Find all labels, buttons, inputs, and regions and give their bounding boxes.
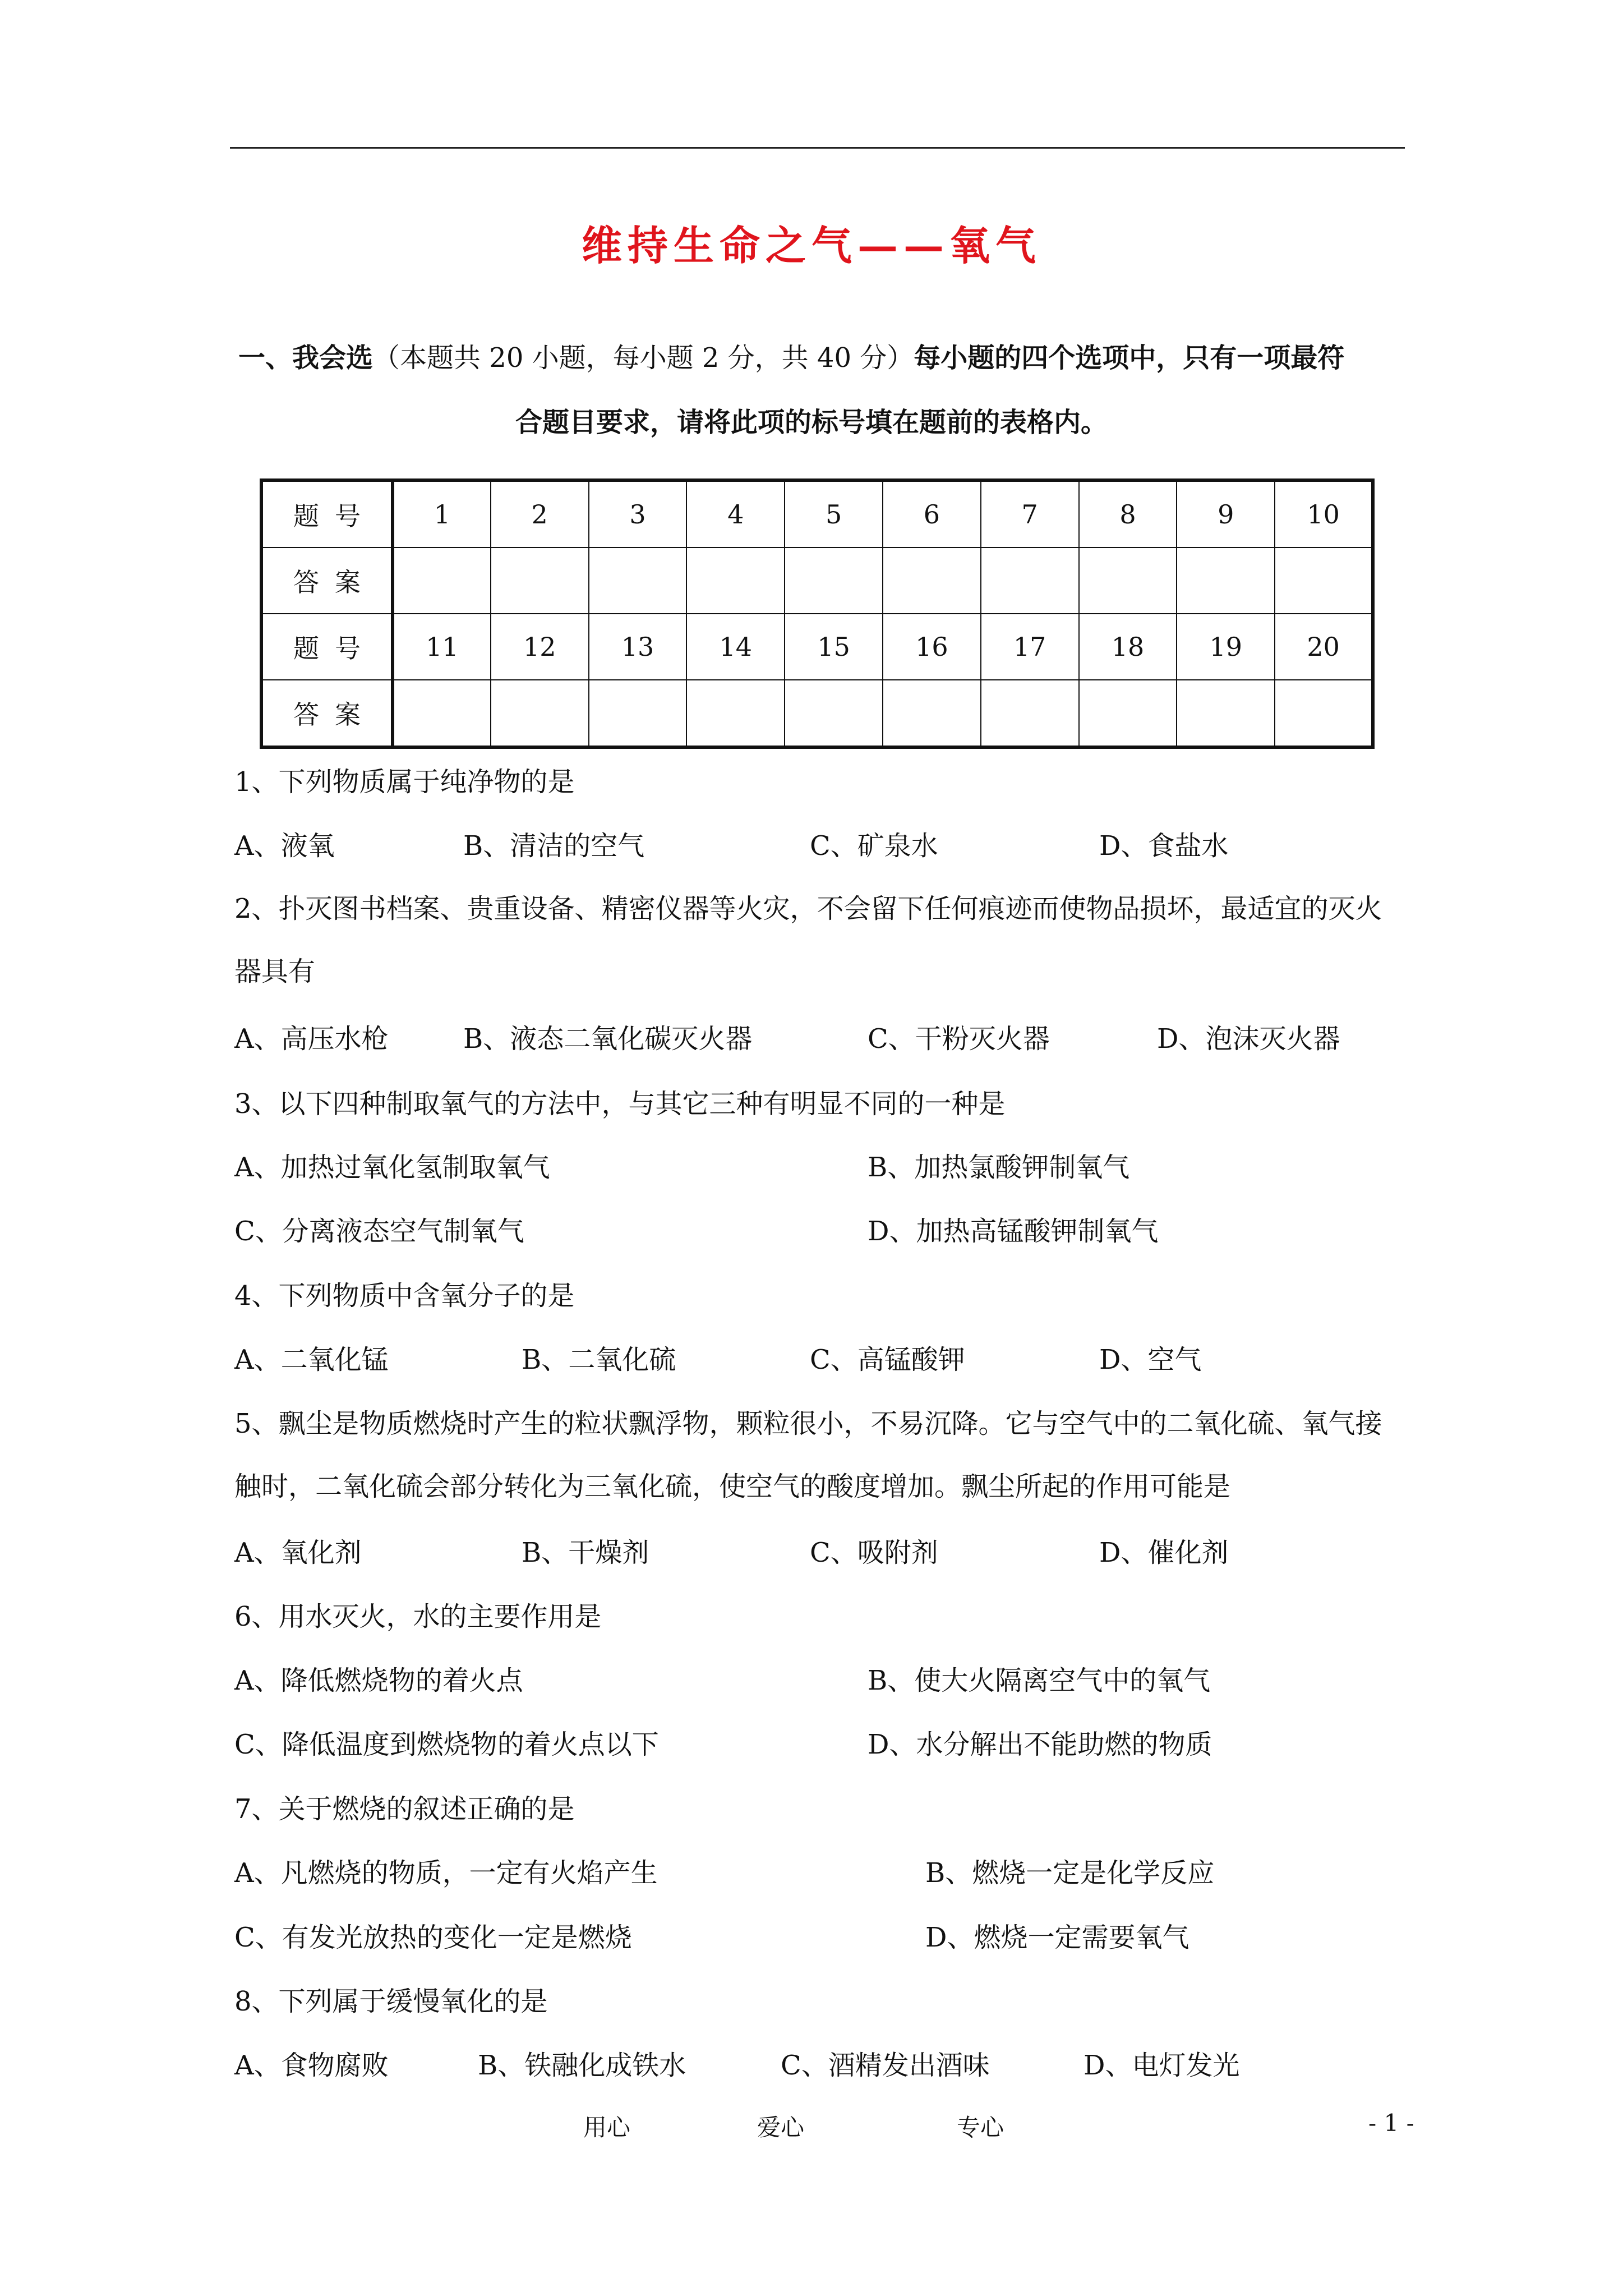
answer-cell[interactable]: [686, 547, 785, 614]
table-cell: 8: [1079, 480, 1177, 547]
question-4-stem: 4、下列物质中含氧分子的是: [234, 1280, 575, 1312]
table-cell: 15: [785, 614, 883, 680]
answer-cell[interactable]: [393, 680, 491, 747]
question-5-option-b: B、干燥剂: [522, 1537, 649, 1568]
question-7-option-d: D、燃烧一定需要氧气: [925, 1922, 1189, 1953]
question-5-option-c: C、吸附剂: [810, 1537, 938, 1568]
question-8-option-b: B、铁融化成铁水: [478, 2050, 686, 2081]
table-cell: 7: [981, 480, 1079, 547]
question-number-label: 题号: [261, 614, 393, 680]
table-cell: 13: [589, 614, 687, 680]
table-cell: 5: [785, 480, 883, 547]
question-2-option-b: B、液态二氧化碳灭火器: [463, 1023, 753, 1055]
answer-cell[interactable]: [589, 547, 687, 614]
question-4-option-b: B、二氧化硫: [522, 1344, 676, 1375]
table-cell: 3: [589, 480, 687, 547]
section-instruction-a: 每小题的四个选项中，只有一项最符: [914, 342, 1345, 374]
question-7-option-a: A、凡燃烧的物质，一定有火焰产生: [234, 1857, 658, 1889]
question-2-option-a: A、高压水枪: [234, 1023, 389, 1055]
question-1-option-a: A、液氧: [234, 830, 335, 862]
answer-cell[interactable]: [393, 547, 491, 614]
question-6-stem: 6、用水灭火，水的主要作用是: [234, 1601, 602, 1632]
question-8-option-a: A、食物腐败: [234, 2050, 389, 2081]
question-1-option-c: C、矿泉水: [810, 830, 938, 862]
table-cell: 11: [393, 614, 491, 680]
answer-cell[interactable]: [589, 680, 687, 747]
table-cell: 20: [1275, 614, 1373, 680]
question-3-option-a: A、加热过氧化氢制取氧气: [234, 1152, 550, 1183]
question-4-option-d: D、空气: [1099, 1344, 1202, 1375]
table-row: [261, 547, 1373, 614]
answer-cell[interactable]: [1275, 680, 1373, 747]
question-6-option-b: B、使大火隔离空气中的氧气: [868, 1665, 1211, 1696]
question-1-option-b: B、清洁的空气: [463, 830, 645, 862]
table-cell: 9: [1177, 480, 1275, 547]
table-cell: 10: [1275, 480, 1373, 547]
answer-table: [260, 478, 1375, 749]
question-6-option-a: A、降低燃烧物的着火点: [234, 1665, 523, 1696]
section-instruction-line1: [238, 341, 1399, 375]
question-7-option-b: B、燃烧一定是化学反应: [925, 1857, 1215, 1889]
answer-cell[interactable]: [1177, 547, 1275, 614]
question-4-option-a: A、二氧化锰: [234, 1344, 389, 1375]
answer-label: 答案: [261, 547, 393, 614]
answer-cell[interactable]: [883, 680, 981, 747]
question-6-option-d: D、水分解出不能助燃的物质: [868, 1729, 1212, 1760]
section-prefix: 一、我会选: [238, 342, 374, 374]
answer-cell[interactable]: [981, 547, 1079, 614]
answer-cell[interactable]: [491, 680, 589, 747]
table-cell: 6: [883, 480, 981, 547]
section-instruction-line2: 合题目要求，请将此项的标号填在题前的表格内。: [515, 407, 1108, 438]
answer-cell[interactable]: [883, 547, 981, 614]
table-cell: 1: [393, 480, 491, 547]
footer-word-3: 专心: [957, 2114, 1004, 2141]
question-5-stem: 5、飘尘是物质燃烧时产生的粒状飘浮物，颗粒很小，不易沉降。它与空气中的二氧化硫、氧气接触时，二氧化硫会部分转化为三氧化硫，使空气的酸度增加。飘尘所起的作用可能是: [234, 1408, 1382, 1502]
table-row: [261, 480, 1373, 547]
answer-cell[interactable]: [1079, 547, 1177, 614]
question-3-option-c: C、分离液态空气制氧气: [234, 1216, 524, 1247]
question-7-stem: 7、关于燃烧的叙述正确的是: [234, 1793, 575, 1825]
question-5-option-a: A、氧化剂: [234, 1537, 362, 1568]
question-3-stem: 3、以下四种制取氧气的方法中，与其它三种有明显不同的一种是: [234, 1088, 1006, 1120]
question-6-option-c: C、降低温度到燃烧物的着火点以下: [234, 1729, 659, 1760]
footer-word-2: 爱心: [757, 2114, 805, 2141]
table-cell: 14: [686, 614, 785, 680]
answer-cell[interactable]: [686, 680, 785, 747]
question-7-option-c: C、有发光放热的变化一定是燃烧: [234, 1922, 632, 1953]
answer-label: 答案: [261, 680, 393, 747]
answer-cell[interactable]: [981, 680, 1079, 747]
table-cell: 19: [1177, 614, 1275, 680]
question-2-option-c: C、干粉灭火器: [868, 1023, 1050, 1055]
footer-word-1: 用心: [583, 2114, 631, 2141]
question-1-stem: 1、下列物质属于纯净物的是: [234, 766, 575, 798]
question-4-option-c: C、高锰酸钾: [810, 1344, 965, 1375]
table-cell: 16: [883, 614, 981, 680]
header-rule: [230, 147, 1405, 149]
answer-cell[interactable]: [785, 547, 883, 614]
table-row: [261, 614, 1373, 680]
table-cell: 17: [981, 614, 1079, 680]
question-2-option-d: D、泡沫灭火器: [1157, 1023, 1340, 1055]
answer-cell[interactable]: [491, 547, 589, 614]
question-3-option-b: B、加热氯酸钾制氧气: [868, 1152, 1130, 1183]
table-cell: 2: [491, 480, 589, 547]
question-3-option-d: D、加热高锰酸钾制氧气: [868, 1216, 1159, 1247]
table-cell: 12: [491, 614, 589, 680]
answer-cell[interactable]: [1177, 680, 1275, 747]
answer-cell[interactable]: [785, 680, 883, 747]
table-row: [261, 680, 1373, 747]
question-8-stem: 8、下列属于缓慢氧化的是: [234, 1986, 548, 2017]
question-8-option-c: C、酒精发出酒味: [781, 2050, 990, 2081]
page-number: - 1 -: [1368, 2109, 1414, 2137]
section-note: （本题共 20 小题，每小题 2 分，共 40 分）: [373, 342, 914, 374]
question-8-option-d: D、电灯发光: [1083, 2050, 1240, 2081]
question-2-stem: 2、扑灭图书档案、贵重设备、精密仪器等火灾，不会留下任何痕迹而使物品损坏，最适宜的灭火器具有: [234, 893, 1382, 987]
question-1-option-d: D、食盐水: [1099, 830, 1229, 862]
page-title: 维持生命之气——氧气: [581, 222, 1041, 269]
answer-cell[interactable]: [1275, 547, 1373, 614]
question-number-label: 题号: [261, 480, 393, 547]
question-5-option-d: D、催化剂: [1099, 1537, 1229, 1568]
table-cell: 18: [1079, 614, 1177, 680]
answer-cell[interactable]: [1079, 680, 1177, 747]
table-cell: 4: [686, 480, 785, 547]
